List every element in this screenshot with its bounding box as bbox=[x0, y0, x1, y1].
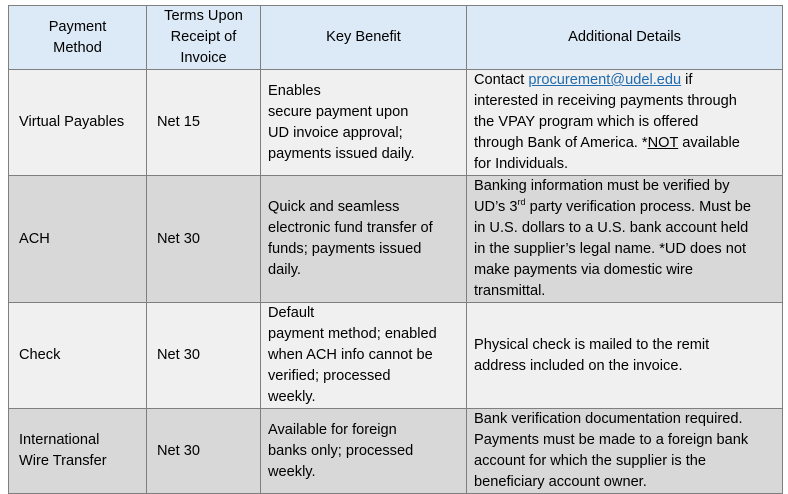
terms-cell: Net 15 bbox=[147, 70, 261, 176]
benefit-cell: Quick and seamless electronic fund transfer of funds; payments issued daily. bbox=[261, 176, 467, 303]
table-row bbox=[9, 176, 783, 303]
details-cell: Contact procurement@udel.edu if interested in receiving payments through the VPAY program which is offered through Bank of America. *NOT available for Individuals. bbox=[467, 70, 783, 176]
table-row bbox=[9, 409, 783, 494]
method-cell: Check bbox=[9, 303, 147, 409]
procurement-email-link[interactable]: procurement@udel.edu bbox=[528, 72, 682, 88]
benefit-cell: Enables secure payment upon UD invoice approval; payments issued daily. bbox=[261, 70, 467, 176]
table-row bbox=[9, 70, 783, 176]
table-header-row bbox=[9, 6, 783, 70]
payment-methods-table-wrapper bbox=[8, 5, 783, 494]
method-cell: International Wire Transfer bbox=[9, 409, 147, 494]
details-cell: Banking information must be verified by UD’s 3rd party verification process. Must be in U.S. dollars to a U.S. bank account held in the supplier’s legal name. *UD does not make payments via domestic wire transmittal. bbox=[467, 176, 783, 303]
table-row bbox=[9, 303, 783, 409]
header-key-benefit: Key Benefit bbox=[261, 6, 467, 70]
benefit-cell: Default payment method; enabled when ACH info cannot be verified; processed weekly. bbox=[261, 303, 467, 409]
method-cell: Virtual Payables bbox=[9, 70, 147, 176]
terms-cell: Net 30 bbox=[147, 176, 261, 303]
header-payment-method: Payment Method bbox=[9, 6, 147, 70]
header-terms: Terms Upon Receipt of Invoice bbox=[147, 6, 261, 70]
terms-cell: Net 30 bbox=[147, 303, 261, 409]
header-additional-details: Additional Details bbox=[467, 6, 783, 70]
details-cell: Physical check is mailed to the remit address included on the invoice. bbox=[467, 303, 783, 409]
terms-cell: Net 30 bbox=[147, 409, 261, 494]
payment-methods-table bbox=[8, 5, 783, 494]
details-cell: Bank verification documentation required. Payments must be made to a foreign bank account for which the supplier is the beneficiary account owner. bbox=[467, 409, 783, 494]
method-cell: ACH bbox=[9, 176, 147, 303]
benefit-cell: Available for foreign banks only; processed weekly. bbox=[261, 409, 467, 494]
